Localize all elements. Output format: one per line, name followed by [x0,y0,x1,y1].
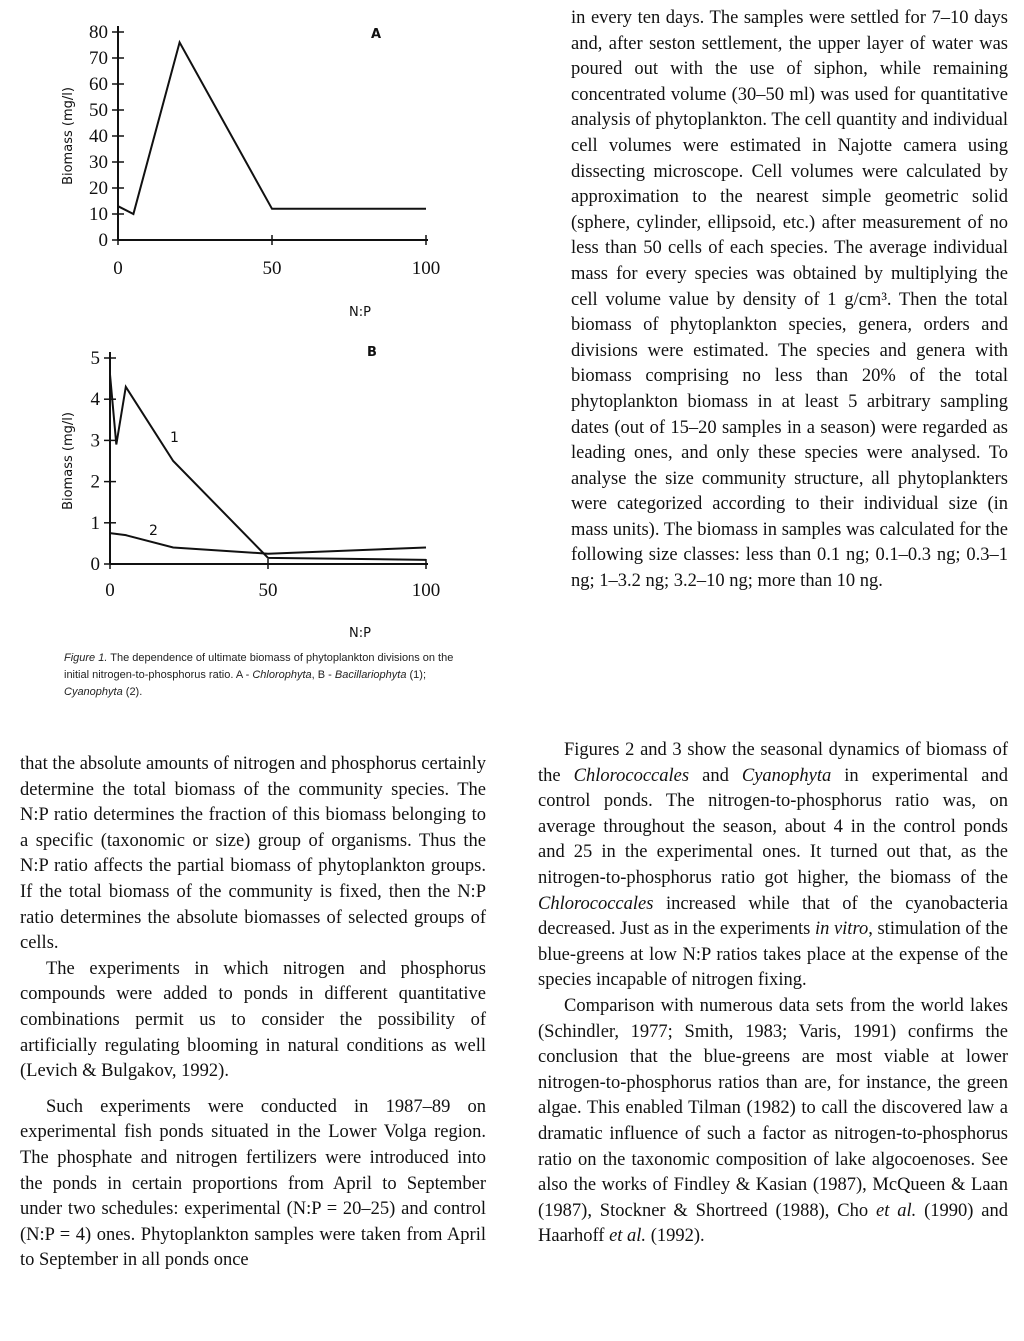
y-tick-label: 40 [89,126,108,147]
panel-label: B [367,345,377,360]
panel-label: A [370,27,382,42]
y-tick-label: 3 [90,430,100,452]
caption-figure-label: Figure 1. [64,652,108,664]
x-tick-label: 100 [411,580,441,601]
series-label: 2 [149,523,158,539]
caption-text: (1); [409,669,427,681]
paragraph: Such experiments were conducted in 1987–89 on experimental fish ponds situated in the Lower Volga region. The phosphate and nitrogen fertilizers were introduced into the ponds in certain proportions from April to September under two schedules: experimental (N:P = 20–25) and control (N:P = 4) ones. Phytoplankton samples were taken from April to September in all ponds once [20,1096,486,1271]
x-axis-label: N:P [349,305,371,320]
y-tick-label: 0 [90,554,100,575]
x-tick-label: 50 [258,580,278,601]
y-tick-label: 5 [90,348,100,369]
y-tick-label: 1 [90,512,100,534]
caption-taxon: Cyanophyta [64,686,123,698]
y-axis-label: Biomass (mg/l) [61,87,76,185]
paragraph: in every ten days. The samples were settled for 7–10 days and, after seston settlement, the upper layer of water was poured out with the use of siphon, while remaining concentrated volume (30–50 ml) was used for quantitative analysis of phytoplankton. The cell quantity and individual cell volumes were estimated in Najotte camera using dissecting microscope. Cell volumes were calculated by approximation to the nearest simple geometric solid (sphere, cylinder, ellipsoid, etc.) after measurement of no less than 50 cells of each species. The average individual mass for every species was obtained by multiplying the cell volume value by density of 1 g/cm³. Then the total biomass of phytoplankton species, genera, orders and divisions were estimated. The species and genera with biomass comprising no less than 20% of the total phytoplankton biomass in at least 5 arbitrary sampling dates (out of 15–20 samples in a season) were regarded as leading ones, and only these species were analysed. To analyse the size community structure, all phytoplankters were categorized according to their individual size (in mass units). The biomass in samples was calculated for the following size classes: less than 0.1 ng; 0.1–0.3 ng; 0.3–1 ng; 1–3.2 ng; 3.2–10 ng; more than 10 ng. [571,8,1008,592]
y-tick-label: 4 [90,389,100,411]
paragraph: The experiments in which nitrogen and phosphorus compounds were added to ponds in different quantitative combinations permit us to consider the possibility of artificially regulating blooming in natural conditions as well (Levich & Bulgakov, 1992). [20,958,486,1082]
y-tick-label: 20 [89,178,108,199]
series-label: 1 [170,430,179,446]
y-tick-label: 70 [89,48,108,69]
caption-taxon: Chlorophyta [252,669,312,681]
caption-taxon: Bacillariophyta [334,669,407,681]
y-tick-label: 60 [89,74,108,95]
caption-text: , B - [311,669,332,681]
caption-text: (2). [125,686,143,698]
x-tick-label: 50 [262,258,282,279]
left-column [20,752,486,1274]
y-tick-label: 2 [90,471,100,493]
paragraph: Figures 2 and 3 show the seasonal dynamics of biomass of the Chlorococcales and Cyanophyta in experimental and control ponds. The nitrogen-to-phosphorus ratio was, on average throughout the season, about 4 in the control ponds and 25 in the experimental ones. It turned out that, as the nitrogen-to-phosphorus ratio got higher, the biomass of the Chlorococcales increased while that of the cyanobacteria decreased. Just as in the experiments in vitro, stimulation of the blue-greens at low N:P ratios takes place at the expense of the species incapable of nitrogen fixing. [538,740,1009,991]
x-tick-label: 0 [113,258,123,279]
y-tick-label: 80 [89,22,108,43]
y-tick-label: 50 [89,100,108,121]
right-column-top [571,6,1008,595]
x-tick-label: 100 [411,258,441,279]
y-tick-label: 30 [89,152,108,173]
y-tick-label: 0 [98,230,108,251]
figure-caption [64,650,474,701]
paragraph: that the absolute amounts of nitrogen and phosphorus certainly determine the total biomass of the community species. The N:P ratio determines the fraction of this biomass belonging to a specific (taxonomic or size) group of organisms. Thus the N:P ratio affects the partial biomass of phytoplankton groups. If the total biomass of the community is fixed, then the N:P ratio determines the absolute biomasses of selected groups of cells. [20,754,486,954]
y-tick-label: 10 [89,204,108,225]
caption-text: The dependence of ultimate biomass of phytoplankton divisions on the initial nitrogen-to-phosphorus ratio. A - [64,652,454,681]
y-axis-label: Biomass (mg/l) [61,412,76,510]
right-column-bottom [538,738,1008,1250]
paragraph: Comparison with numerous data sets from the world lakes (Schindler, 1977; Smith, 1983; Varis, 1991) confirms the conclusion that the blue-greens are most viable at lower nitrogen-to-phosphorus ratios than are, for instance, the green algae. This enabled Tilman (1982) to call the discovered law a dramatic influence of such a factor as nitrogen-to-phosphorus ratio on the taxonomic composition of lake algocoenoses. See also the works of Findley & Kasian (1987), McQueen & Laan (1987), Stockner & Shortreed (1988), Cho et al. (1990) and Haarhoff et al. (1992). [538,995,1009,1247]
x-axis-label: N:P [349,626,371,641]
figure-1b-chart [0,0,520,660]
x-tick-label: 0 [105,580,115,601]
